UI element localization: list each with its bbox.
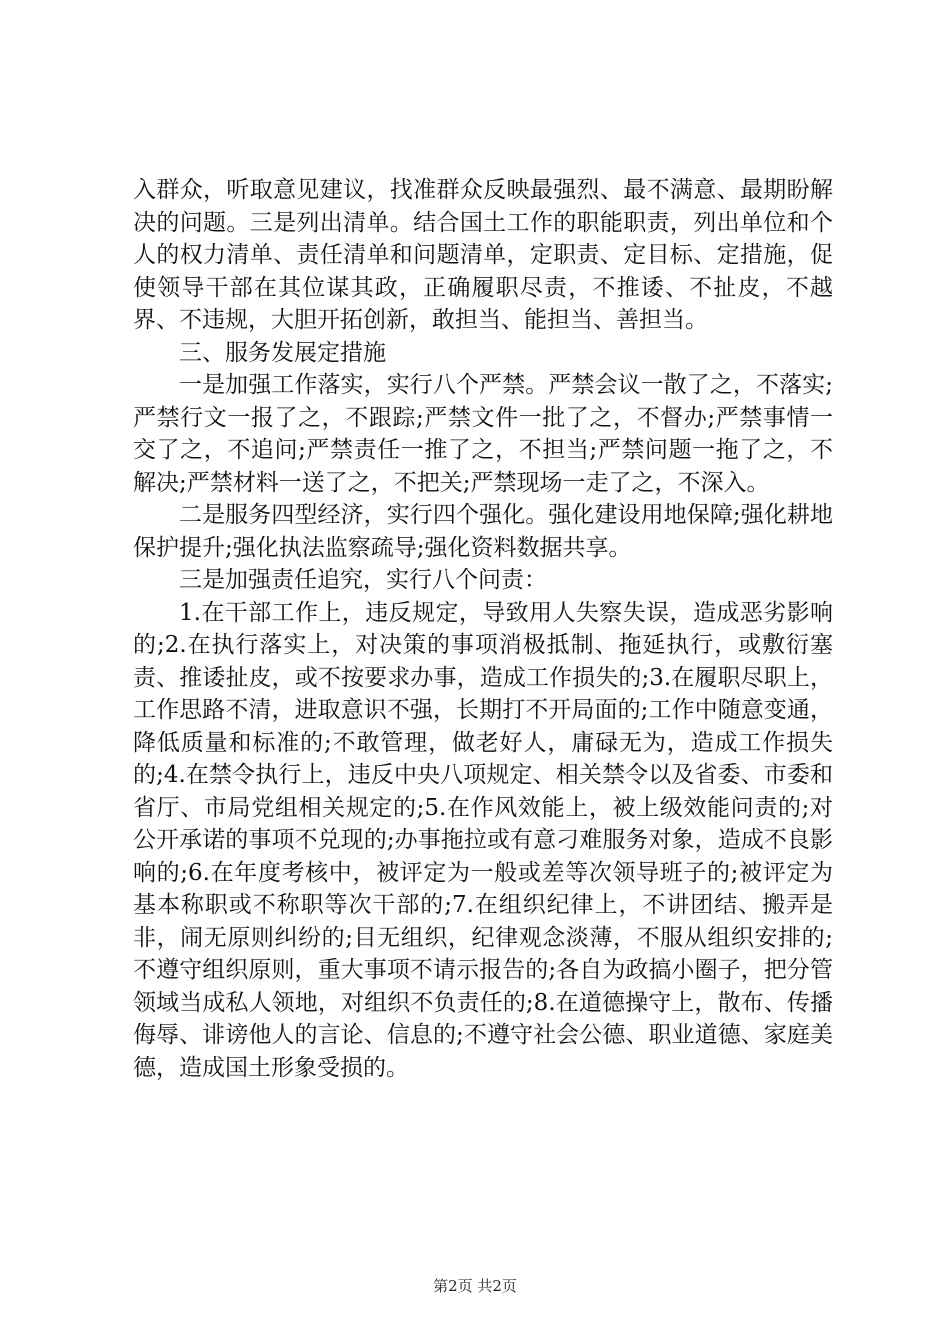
document-body <box>133 174 833 1084</box>
paragraph-accountability-items: 1.在干部工作上，违反规定，导致用人失察失误，造成恶劣影响的;2.在执行落实上，对决策的事项消极抵制、拖延执行，或敷衍塞责、推诿扯皮，或不按要求办事，造成工作损失的;3.在履职尽职上，工作思路不清，进取意识不强，长期打不开局面的;工作中随意变通，降低质量和标准的;不敢管理，做老好人，庸碌无为，造成工作损失的;4.在禁令执行上，违反中央八项规定、相关禁令以及省委、市委和省厅、市局党组相关规定的;5.在作风效能上，被上级效能问责的;对公开承诺的事项不兑现的;办事拖拉或有意刁难服务对象，造成不良影响的;6.在年度考核中，被评定为一般或差等次领导班子的;被评定为基本称职或不称职等次干部的;7.在组织纪律上，不讲团结、搬弄是非，闹无原则纠纷的;目无组织，纪律观念淡薄，不服从组织安排的;不遵守组织原则，重大事项不请示报告的;各自为政搞小圈子，把分管领域当成私人领地，对组织不负责任的;8.在道德操守上，散布、传播侮辱、诽谤他人的言论、信息的;不遵守社会公德、职业道德、家庭美德，造成国土形象受损的。 <box>133 599 833 1081</box>
paragraph-eight-prohibitions: 一是加强工作落实，实行八个严禁。严禁会议一散了之，不落实;严禁行文一报了之，不跟踪;严禁文件一批了之，不督办;严禁事情一交了之，不追问;严禁责任一推了之，不担当;严禁问题一拖了之，不解决;严禁材料一送了之，不把关;严禁现场一走了之，不深入。 <box>133 372 833 496</box>
section-heading: 三、服务发展定措施 <box>179 339 386 366</box>
paragraph-accountability-intro: 三是加强责任追究，实行八个问责： <box>179 567 547 593</box>
paragraph-four-strengthenings: 二是服务四型经济，实行四个强化。强化建设用地保障;强化耕地保护提升;强化执法监察疏导;强化资料数据共享。 <box>133 502 833 561</box>
paragraph-continuation: 入群众，听取意见建议，找准群众反映最强烈、最不满意、最期盼解决的问题。三是列出清单。结合国土工作的职能职责，列出单位和个人的权力清单、责任清单和问题清单，定职责、定目标、定措施，促使领导干部在其位谋其政，正确履职尽责，不推诿、不扯皮，不越界、不违规，大胆开拓创新，敢担当、能担当、善担当。 <box>133 177 833 333</box>
page-number-footer: 第2页 共2页 <box>433 1277 517 1295</box>
